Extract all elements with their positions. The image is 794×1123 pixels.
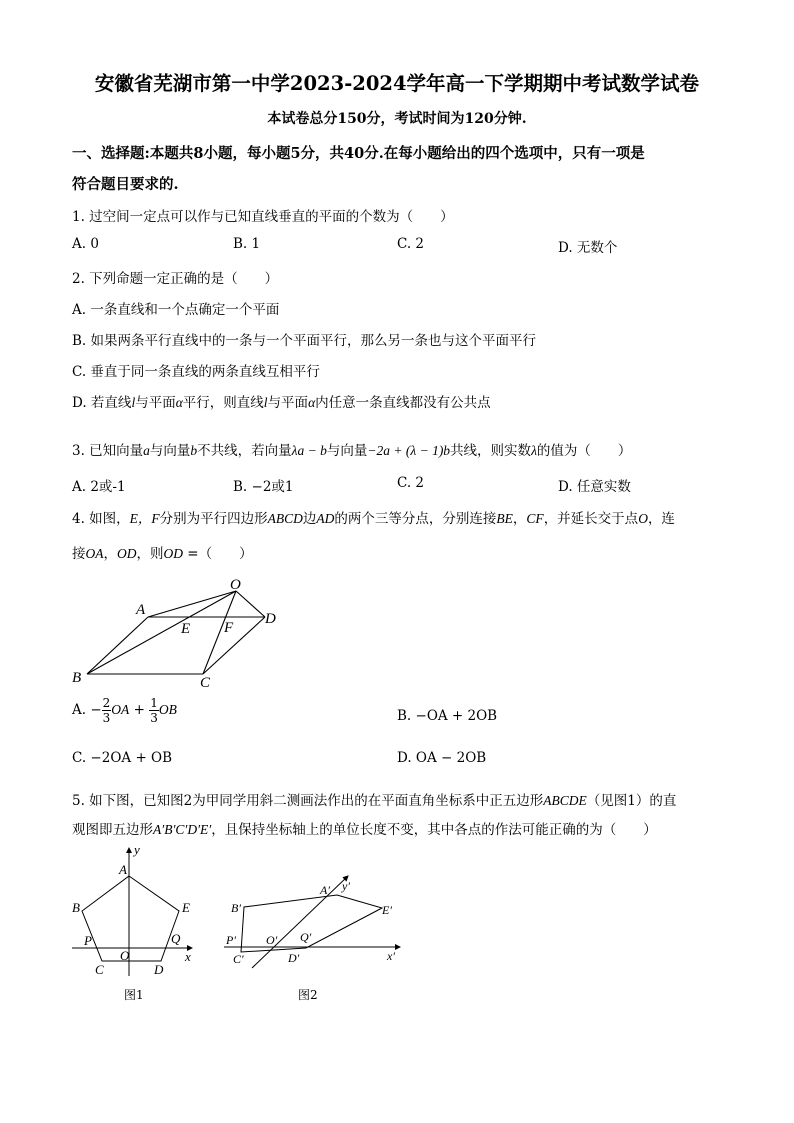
q3-text: 共线，则实数 — [450, 443, 532, 459]
q3-text: 与向量 — [326, 443, 368, 459]
intuitive-pentagon-outline — [241, 895, 382, 952]
side-ad: AD — [316, 511, 335, 526]
q4-text: ， — [512, 511, 527, 527]
q4-text: 接 — [72, 546, 86, 562]
segment-oa: OA — [85, 546, 104, 561]
segment-od-line — [236, 591, 265, 617]
label-e: E — [181, 621, 191, 637]
q1-option-d: D. 无数个 — [558, 240, 618, 256]
q4-option-b: B. −OA + 2OB — [397, 708, 498, 724]
vector-expression-2: −2a + (λ − 1)b — [367, 443, 451, 458]
page-title: 安徽省芜湖市第一中学2023-2024学年高一下学期期中考试数学试卷 — [94, 72, 700, 95]
label-a: A — [119, 862, 127, 877]
pentagon-prime: A′B′C′D′E′ — [153, 822, 212, 837]
fraction-one-third — [149, 696, 159, 725]
q3-option-b: B. −2或1 — [233, 479, 294, 495]
parallelogram-abcd: ABCD — [267, 511, 303, 526]
segment-cf: CF — [526, 511, 544, 526]
points-e-f: E，F — [129, 511, 160, 526]
q2-stem: 2. 下列命题一定正确的是（ ） — [72, 271, 279, 287]
exam-info: 本试卷总分150分，考试时间为120分钟. — [267, 111, 527, 127]
q4-text: ，连 — [647, 511, 675, 527]
label-b: B — [72, 900, 80, 915]
q4-option-d: D. OA − 2OB — [397, 750, 487, 766]
q4-option-a — [72, 696, 177, 725]
q3-text: 的值为（ ） — [536, 443, 632, 459]
vector-od: OD — [163, 546, 183, 561]
y-prime-axis — [252, 876, 348, 968]
q4-text: 边 — [302, 511, 317, 527]
q5-stem-line2 — [72, 818, 657, 838]
label-q: Q — [171, 931, 181, 946]
label-a-prime: A′ — [320, 883, 330, 897]
label-o: O — [120, 948, 130, 963]
q3-option-d: D. 任意实数 — [558, 479, 631, 495]
plus-sign: + — [129, 702, 150, 718]
section-heading-line2: 符合题目要求的. — [72, 176, 179, 193]
q4-parallelogram-figure — [60, 568, 300, 693]
label-a: A — [136, 602, 146, 618]
pentagon-abcde: ABCDE — [543, 793, 587, 808]
vector-ob: OB — [158, 702, 177, 717]
axis-label-x: x — [185, 949, 191, 964]
q5-figure-1 — [68, 842, 208, 1004]
figure-2-caption: 图2 — [298, 988, 318, 1002]
q3-text: 不共线，若向量 — [197, 443, 292, 459]
q4-text: =（ ） — [183, 546, 253, 562]
segment-be: BE — [496, 511, 513, 526]
q4-text: 分别为平行四边形 — [159, 511, 268, 527]
q3-text: 3. 已知向量 — [72, 443, 144, 459]
q2-d-text: D. 若直线 — [72, 395, 132, 411]
label-b-prime: B′ — [231, 901, 241, 915]
segment-od: OD — [117, 546, 137, 561]
label-d: D — [154, 962, 164, 977]
q5-text: （见图1）的直 — [586, 793, 677, 809]
q4-text: 的两个三等分点，分别连接 — [334, 511, 497, 527]
plane-alpha: α — [175, 395, 183, 410]
fraction-numerator: 2 — [102, 696, 111, 710]
q4-text: 4. 如图， — [72, 511, 130, 527]
label-d: D — [265, 611, 276, 627]
fraction-denominator: 3 — [150, 711, 158, 725]
vector-a: a — [143, 443, 150, 458]
axis-label-y-prime: y′ — [342, 879, 350, 893]
line-be-extended — [87, 591, 236, 674]
label-c: C — [200, 675, 211, 691]
segment-oa-line — [148, 591, 236, 617]
q5-text: 观图即五边形 — [72, 822, 153, 838]
q2-d-text: 与平面 — [135, 395, 176, 411]
vector-expression-1: λa − b — [291, 443, 327, 458]
q4-option-c: C. −2OA + OB — [72, 750, 173, 766]
label-p-prime: P′ — [226, 933, 236, 947]
fraction-numerator: 1 — [150, 696, 158, 710]
q2-option-b: B. 如果两条平行直线中的一条与一个平面平行，那么另一条也与这个平面平行 — [72, 333, 537, 349]
label-o: O — [230, 577, 241, 593]
label-q-prime: Q′ — [300, 930, 312, 944]
q2-option-c: C. 垂直于同一条直线的两条直线互相平行 — [72, 364, 320, 380]
fraction-denominator: 3 — [102, 711, 111, 725]
q2-d-text: 与平面 — [267, 395, 309, 411]
label-c: C — [95, 962, 104, 977]
section-heading-line1: 一、选择题:本题共8小题，每小题5分，共40分.在每小题给出的四个选项中，只有一项是 — [72, 145, 645, 162]
q4-text: ，则 — [136, 546, 164, 562]
label-d-prime: D′ — [288, 951, 300, 965]
fraction-two-thirds — [102, 696, 112, 725]
vector-oa: OA — [111, 702, 130, 717]
q3-stem — [72, 439, 631, 459]
q2-d-text: 内任意一条直线都没有公共点 — [315, 395, 491, 411]
plane-alpha: α — [308, 395, 316, 410]
label-f: F — [224, 620, 234, 636]
point-o: O — [638, 511, 648, 526]
q2-option-a: A. 一条直线和一个点确定一个平面 — [72, 302, 280, 318]
figure-1-caption: 图1 — [124, 988, 144, 1002]
label-b: B — [72, 670, 82, 686]
q4-text: ， — [103, 546, 117, 562]
q4-stem-line1 — [72, 507, 675, 527]
q5-stem-line1 — [72, 789, 676, 809]
q2-d-text: 平行，则直线 — [182, 395, 264, 411]
label-e: E — [182, 900, 190, 915]
lambda-symbol: λ — [531, 443, 537, 458]
q2-option-d — [72, 391, 491, 411]
q4-text: ，并延长交于点 — [543, 511, 639, 527]
q1-option-a: A. 0 — [72, 236, 99, 252]
axis-label-x-prime: x′ — [387, 949, 395, 963]
label-e-prime: E′ — [382, 903, 392, 917]
q1-option-c: C. 2 — [397, 236, 425, 252]
q5-text: 5. 如下图，已知图2为甲同学用斜二测画法作出的在平面直角坐标系中正五边形 — [72, 793, 544, 809]
q4-stem-line2 — [72, 542, 253, 562]
vector-b: b — [190, 443, 198, 458]
q5-figure-2 — [222, 870, 412, 1004]
q1-option-b: B. 1 — [233, 236, 261, 252]
axis-label-y: y — [134, 842, 140, 857]
q3-text: 与向量 — [149, 443, 191, 459]
q4-a-prefix: A. − — [72, 702, 102, 718]
label-p: P — [84, 933, 92, 948]
side-cd-line — [203, 617, 265, 674]
q3-option-a: A. 2或-1 — [72, 479, 126, 495]
q5-text: ，且保持坐标轴上的单位长度不变，其中各点的作法可能正确的为（ ） — [211, 822, 657, 838]
line-l: l — [131, 395, 136, 410]
label-c-prime: C′ — [233, 952, 244, 966]
label-o-prime: O′ — [266, 933, 278, 947]
q3-option-c: C. 2 — [397, 475, 425, 491]
q1-stem: 1. 过空间一定点可以作与已知直线垂直的平面的个数为（ ） — [72, 209, 454, 225]
line-l: l — [263, 395, 268, 410]
